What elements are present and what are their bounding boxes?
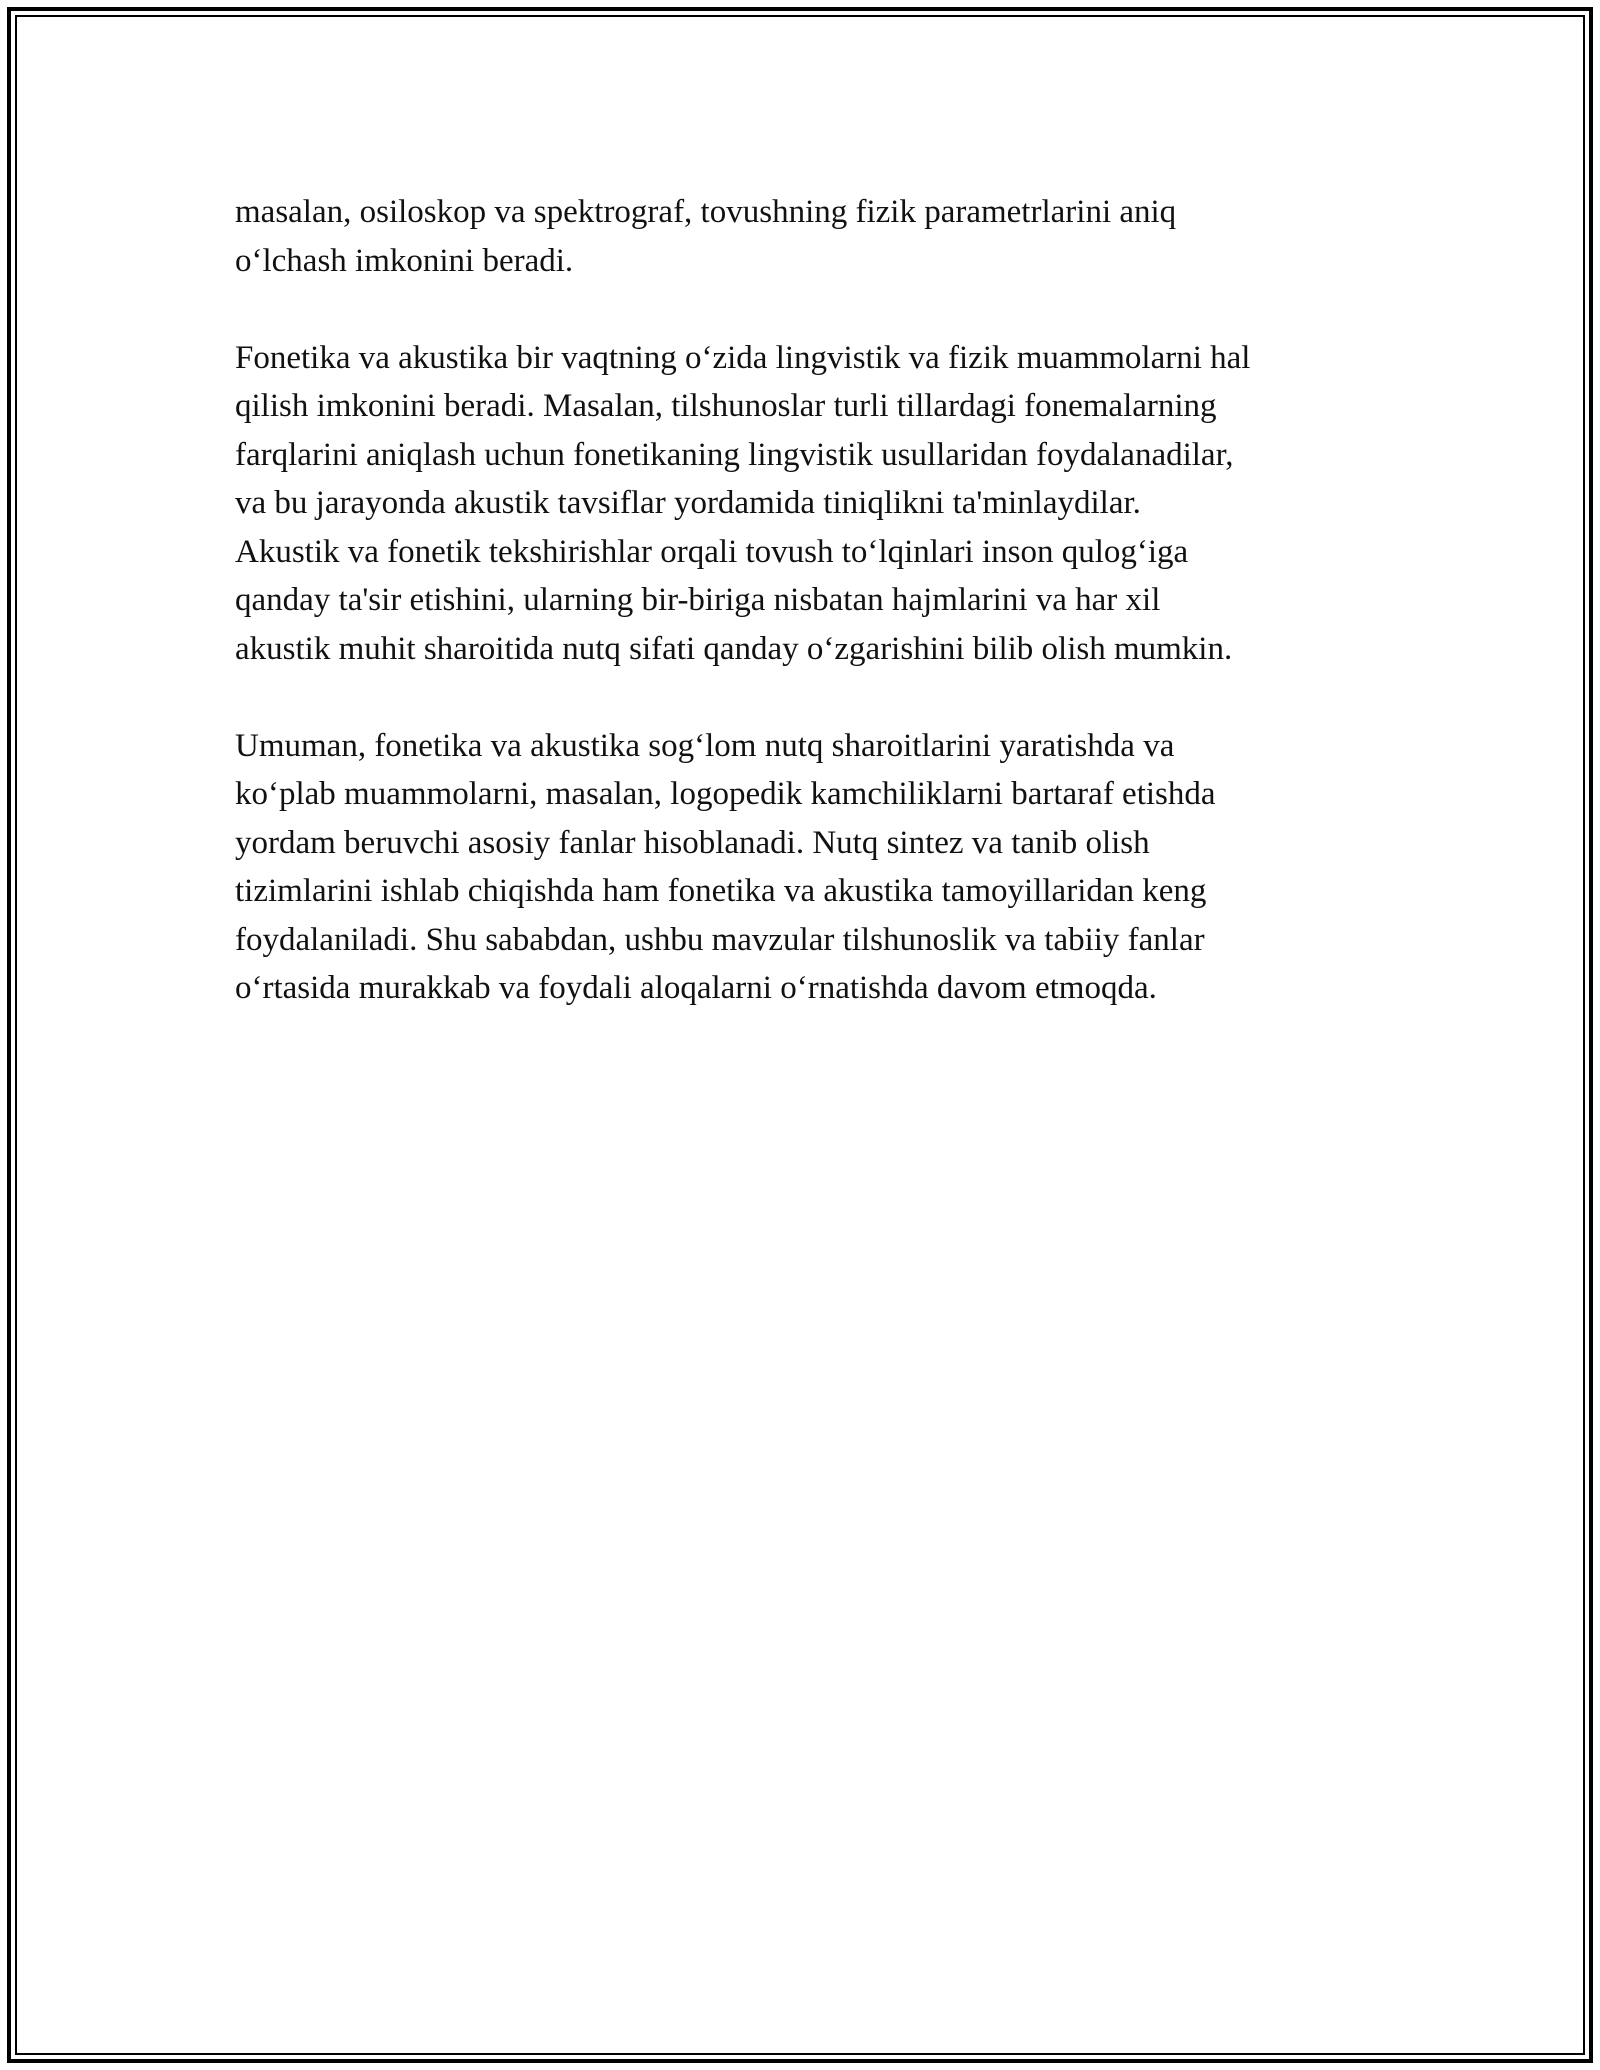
text-line: o‘lchash imkonini beradi. — [235, 242, 574, 279]
text-line: Akustik va fonetik tekshirishlar orqali tovush to‘lqinlari inson qulog‘iga — [235, 533, 1189, 570]
text-line: tizimlarini ishlab chiqishda ham fonetika va akustika tamoyillaridan keng — [235, 873, 1207, 909]
paragraph-1 — [235, 188, 1395, 285]
text-line: Umuman, fonetika va akustika sog‘lom nutq sharoitlarini yaratishda va — [235, 727, 1175, 764]
text-line: yordam beruvchi asosiy fanlar hisoblanadi. Nutq sintez va tanib olish — [235, 824, 1150, 861]
text-line: Fonetika va akustika bir vaqtning o‘zida lingvistik va fizik muammolarni hal — [235, 339, 1251, 376]
text-line: masalan, osiloskop va spektrograf, tovushning fizik parametrlarini aniq — [235, 194, 1177, 230]
paragraph-2 — [235, 334, 1395, 674]
text-line: akustik muhit sharoitida nutq sifati qanday o‘zgarishini bilib olish mumkin. — [235, 630, 1233, 667]
text-line: ko‘plab muammolarni, masalan, logopedik kamchiliklarni bartaraf etishda — [235, 776, 1216, 812]
text-line: farqlarini aniqlash uchun fonetikaning lingvistik usullaridan foydalanadilar, — [235, 436, 1234, 473]
text-line: qilish imkonini beradi. Masalan, tilshunoslar turli tillardagi fonemalarning — [235, 388, 1217, 424]
text-line: o‘rtasida murakkab va foydali aloqalarni o‘rnatishda davom etmoqda. — [235, 970, 1157, 1006]
text-line: va bu jarayonda akustik tavsiflar yordamida tiniqlikni ta'minlaydilar. — [235, 485, 1141, 521]
paragraph-3 — [235, 722, 1395, 1013]
text-line: foydalaniladi. Shu sababdan, ushbu mavzular tilshunoslik va tabiiy fanlar — [235, 921, 1205, 958]
document-body — [235, 188, 1395, 1061]
text-line: qanday ta'sir etishini, ularning bir-biriga nisbatan hajmlarini va har xil — [235, 582, 1161, 618]
